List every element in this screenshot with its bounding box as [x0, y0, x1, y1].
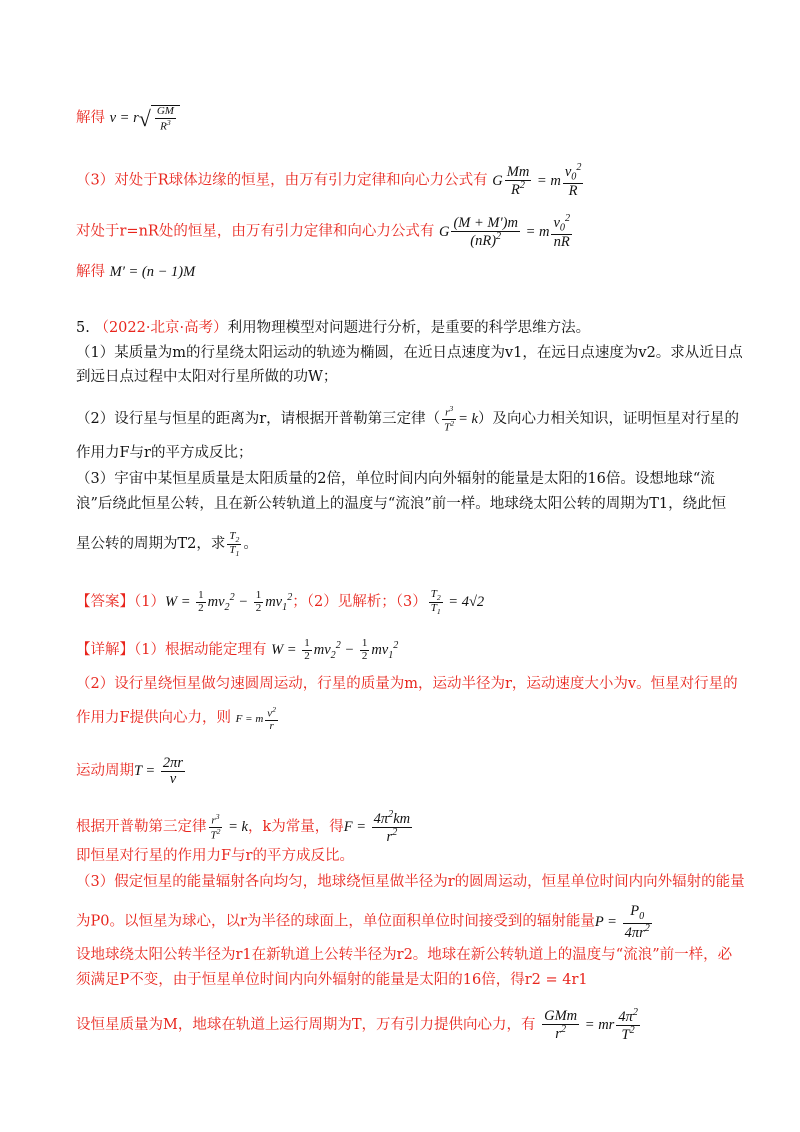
- detail-part3-line1: （3）假定恒星的能量辐射各向均匀，地球绕恒星做半径为r的圆周运动，恒星单位时间内向外辐射的能量: [76, 874, 745, 890]
- detail-part3-text-last: 设恒星质量为M，地球在轨道上运行周期为T，万有引力提供向心力，有: [76, 1016, 536, 1033]
- detail-kepler-line: [76, 810, 414, 845]
- question-part3-line2: 浪”后绕此恒星公转，且在新公转轨道上的温度与“流浪”前一样。地球绕太阳公转的周期为T1，绕此恒: [76, 496, 727, 512]
- part3-text-c: 星公转的周期为T2，求: [76, 536, 226, 553]
- detail-part1-text: （1）根据动能定理有: [134, 641, 267, 658]
- answer-separator: ；（2）见解析；（3）: [292, 593, 427, 610]
- detail-part2-text: 作用力F提供向心力，则: [76, 709, 232, 726]
- solved-label: 解得: [76, 110, 105, 127]
- solution-line-M: [76, 262, 195, 282]
- formula-intensity: P = $\frac{P_0}{4\pi r^2}$: [594, 903, 650, 941]
- detail-tag: 【详解】: [76, 641, 134, 658]
- answer-part1-label: （1）: [134, 593, 165, 610]
- formula-gravity-period: $\frac{\text{GMm}}{r^2}$ = mr $\frac{4\pi^2}{T^2}$: [544, 1007, 638, 1043]
- detail-part2-line1: （2）设行星绕恒星做匀速圆周运动，行星的质量为m，运动半径为r，运动速度大小为v。恒星对行星的: [76, 676, 738, 692]
- answer-tag: 【答案】: [76, 593, 134, 610]
- question-part3-line3: [76, 531, 258, 559]
- question-stem: 利用物理模型对问题进行分析，是重要的科学思维方法。: [227, 320, 591, 336]
- formula-M-prime: M′ = (n − 1)M: [109, 264, 196, 280]
- question-number: 5.: [76, 320, 90, 336]
- formula-answer-W: W = $\frac{1}{2}$ $mv_2^2$ − $\frac{1}{2}$ $mv_1^2$: [164, 589, 293, 614]
- question-5-header: [76, 318, 590, 338]
- answer-line: [76, 588, 484, 618]
- part3-text-d: 。: [243, 536, 258, 553]
- solution-line-v: [76, 105, 180, 133]
- solved-label-2: 解得: [76, 264, 105, 280]
- formula-v: v = r√ $\frac{GM}{R^3}$: [110, 110, 180, 126]
- part2-text-b: ）及向心力相关知识，证明恒星对行星的: [477, 411, 739, 428]
- question-part1-line1: （1）某质量为m的行星绕太阳运动的轨迹为椭圆，在近日点速度为v1，在远日点速度为v2。求从近日点: [76, 345, 743, 361]
- formula-kepler-q: $\frac{r^3}{T^2}$ = k: [444, 404, 478, 434]
- detail-conclusion: 即恒星对行星的作用力F与r的平方成反比。: [76, 848, 354, 864]
- formula-kepler: $\frac{r^3}{T^2}$ = k: [210, 811, 248, 842]
- part2-text-a: （2）设行星与恒星的距离为r，请根据开普勒第三定律（: [76, 411, 441, 428]
- question-part1-line2: 到远日点过程中太阳对行星所做的功W；: [76, 369, 338, 385]
- detail-period-line: [76, 756, 187, 787]
- formula-gravity-nR: G $\frac{(M + M')m}{(nR)^2}$ = m $\frac{v_0^2}{nR}$: [438, 213, 571, 251]
- formula-answer-T: $\frac{T_2}{T_1}$ = 4√2: [430, 587, 485, 617]
- detail-part3-text: 为P0。以恒星为球心，以r为半径的球面上，单位面积单位时间接受到的辐射能量: [76, 913, 595, 930]
- detail-part3-line2: [76, 904, 654, 941]
- solution-line-3b: [76, 214, 574, 251]
- formula-T-ratio-q: $\frac{T_2}{T_1}$: [229, 530, 240, 559]
- detail-part3-line5: [76, 1008, 642, 1043]
- detail-kepler-text-b: ，k为常量，得: [247, 818, 344, 835]
- detail-part3-line4: 须满足P不变，由于恒星单位时间内向外辐射的能量是太阳的16倍，得r2 = 4r1: [76, 972, 588, 988]
- formula-period: T = $\frac{2\pi r}{v}$: [134, 755, 184, 788]
- formula-gravity-edge: G $\frac{Mm}{R^2}$ = m $\frac{v_0^2}{R}$: [492, 162, 582, 200]
- question-source: （2022·北京·高考）: [94, 320, 228, 336]
- detail-part2-line2: [76, 706, 280, 733]
- question-part3-line1: （3）宇宙中某恒星质量是太阳质量的2倍，单位时间内向外辐射的能量是太阳的16倍。设想地球“流: [76, 471, 715, 487]
- detail-part3-line3: 设地球绕太阳公转半径为r1在新轨道上公转半径为r2。地球在新公转轨道上的温度与“流浪”前一样，必: [76, 947, 733, 963]
- solution-line-3a: [76, 163, 585, 200]
- part3-text-nR: 对处于r=nR处的恒星，由万有引力定律和向心力公式有: [76, 223, 435, 240]
- part3-text: （3）对处于R球体边缘的恒星，由万有引力定律和向心力公式有: [76, 172, 488, 189]
- question-part2-line1: [76, 405, 739, 434]
- detail-kepler-text: 根据开普勒第三定律: [76, 818, 207, 835]
- question-part2-line2: 作用力F与r的平方成反比；: [76, 445, 253, 461]
- detail-line-1: [76, 636, 398, 666]
- formula-detail-W: W = $\frac{1}{2}$ $mv_2^2$ − $\frac{1}{2}$ $mv_1^2$: [271, 637, 399, 662]
- detail-period-text: 运动周期: [76, 763, 134, 780]
- formula-centripetal: F = m $\frac{v^2}{r}$: [235, 705, 276, 733]
- formula-force: F = $\frac{4\pi^2km}{r^2}$: [343, 809, 411, 845]
